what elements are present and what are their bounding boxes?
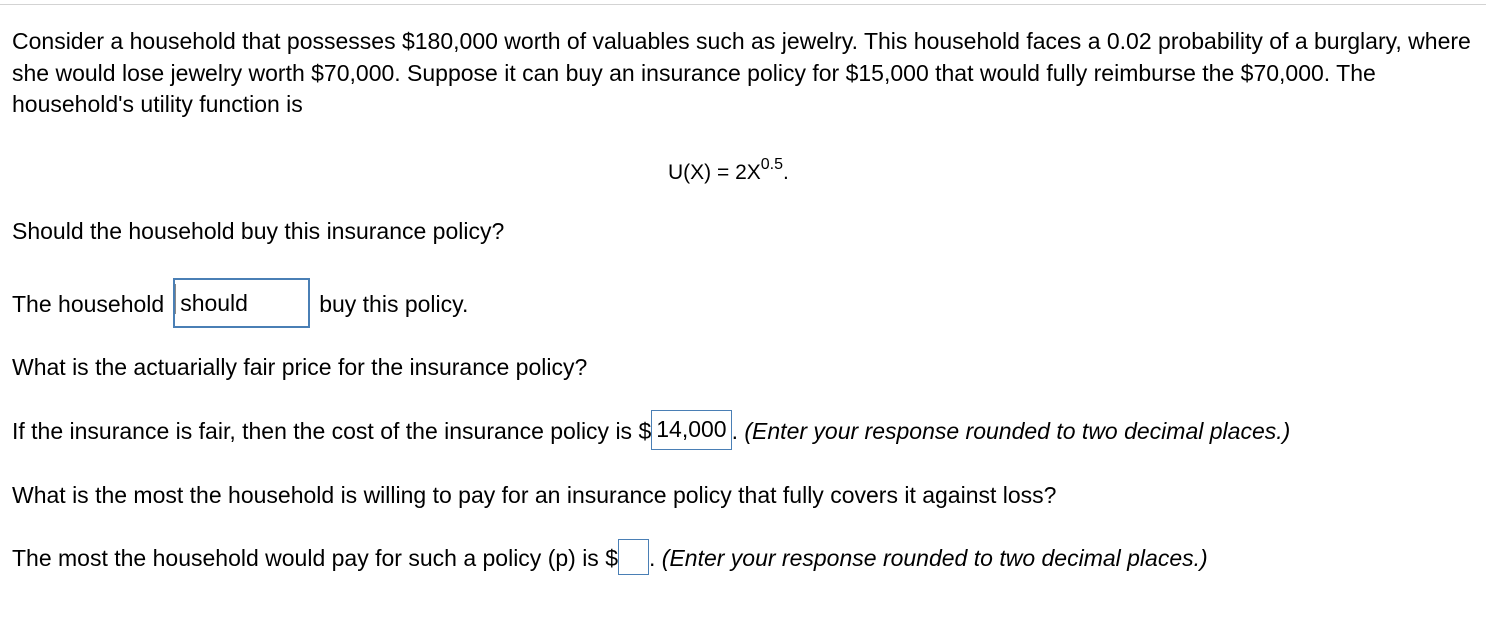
top-divider [0, 4, 1486, 5]
formula-period: . [783, 161, 789, 184]
q1-question: Should the household buy this insurance policy? [12, 218, 505, 244]
q2-suffix: . [731, 418, 738, 445]
problem-statement: Consider a household that possesses $180,000 worth of valuables such as jewelry. This household faces a 0.02 probability of a burglary, where she would lose jewelry worth $70,000. Suppose it can buy an insurance policy for $15,000 that would fully reimburse the $70,000. The household's utility function is [12, 28, 1471, 117]
q3-question: What is the most the household is willing to pay for an insurance policy that fully covers it against loss? [12, 482, 1057, 508]
q1-suffix: buy this policy. [319, 291, 469, 318]
formula-base: U(X) = 2X [668, 161, 761, 184]
utility-formula [668, 158, 789, 188]
q2-question: What is the actuarially fair price for the insurance policy? [12, 354, 588, 380]
q3-suffix: . [649, 545, 656, 571]
q1-prefix: The household [12, 291, 165, 318]
max-willingness-input[interactable] [618, 539, 649, 575]
q3-prefix: The most the household would pay for such a policy (p) is $ [12, 545, 618, 571]
q1-answer-line [12, 284, 468, 328]
buy-decision-dropdown[interactable]: should [173, 278, 310, 328]
q2-prefix: If the insurance is fair, then the cost of the insurance policy is $ [12, 418, 652, 445]
fair-price-input[interactable]: 14,000 [651, 410, 731, 450]
q3-answer-line [12, 543, 1208, 575]
q2-answer-line [12, 416, 1290, 450]
formula-exponent: 0.5 [760, 156, 784, 173]
q3-rounding-note: (Enter your response rounded to two decimal places.) [661, 545, 1208, 571]
q2-rounding-note: (Enter your response rounded to two decimal places.) [744, 418, 1291, 445]
